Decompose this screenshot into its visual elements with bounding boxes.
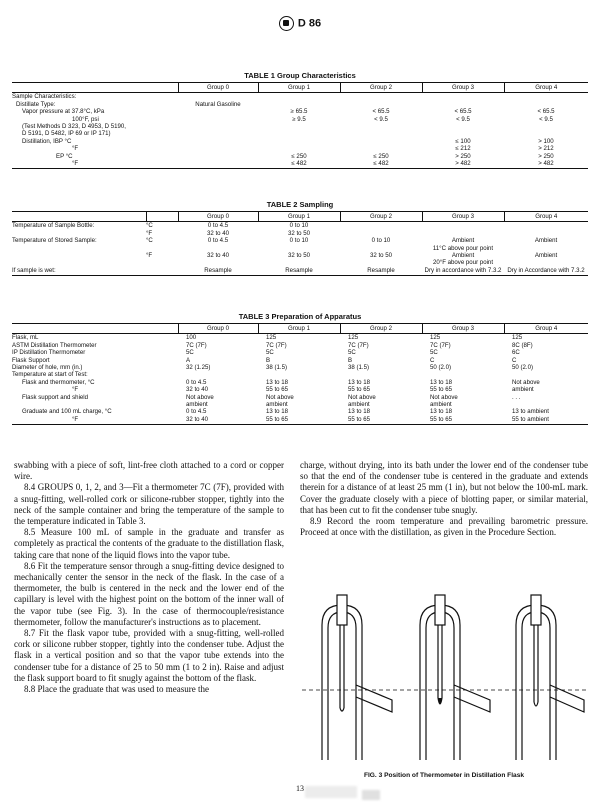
table-row <box>12 160 588 169</box>
table-cell: 55 to 65 <box>258 416 340 425</box>
table-cell: 125 <box>348 334 359 342</box>
table-cell: 11°C above pour point <box>432 244 494 252</box>
table3-title: TABLE 3 Preparation of Apparatus <box>238 312 362 321</box>
row-label: D 5191, D 5482, IP 69 or IP 171) <box>22 130 111 138</box>
table-cell: 5C <box>186 349 194 357</box>
table-cell: 125 <box>512 334 523 342</box>
table-cell: > 212 <box>538 145 554 153</box>
table-cell <box>178 371 258 378</box>
paragraph-8-5: 8.5 Measure 100 mL of sample in the graduate and transfer as completely as practical the contents of the graduate to the distillation flask, taking care that none of the liquid flows into the vapor tube. <box>14 527 284 560</box>
column-header <box>12 212 146 222</box>
table-cell: Not above <box>512 378 540 386</box>
column-header: Group 0 <box>178 324 258 334</box>
column-header: Group 4 <box>504 324 588 334</box>
table-cell: 100 <box>186 334 197 342</box>
astm-logo-icon <box>279 16 294 31</box>
row-label: (Test Methods D 323, D 4953, D 5190, <box>22 123 126 131</box>
table-row <box>12 416 588 425</box>
row-label <box>146 259 178 266</box>
table-cell: > 482 <box>504 160 588 169</box>
table-cell: ≥ 65.5 <box>290 108 308 116</box>
table-cell <box>178 123 258 130</box>
row-label: °C <box>146 222 153 230</box>
table-cell <box>422 123 504 130</box>
table-cell: 50 (2.0) <box>512 364 534 372</box>
table-cell: 13 to 18 <box>430 408 453 416</box>
table-cell <box>178 160 258 169</box>
table-cell: Resample <box>178 267 258 276</box>
row-label: Flask and thermometer, °C <box>22 378 95 386</box>
table-cell <box>340 259 422 266</box>
table-cell: 55 to 65 <box>422 416 504 425</box>
table-row <box>12 145 588 152</box>
table-cell: < 65.5 <box>537 108 555 116</box>
table-cell <box>422 130 504 137</box>
table1-title: TABLE 1 Group Characteristics <box>244 71 356 80</box>
table-cell: 125 <box>266 334 277 342</box>
table-row <box>12 116 588 123</box>
table-cell: > 100 <box>538 137 554 145</box>
table-cell: 125 <box>430 334 441 342</box>
column-header: Group 1 <box>258 212 340 222</box>
table-cell: . . . <box>512 393 521 401</box>
row-label: °C <box>146 237 153 245</box>
column-header <box>12 324 178 334</box>
paragraph-8-9: 8.9 Record the room temperature and prevailing barometric pressure. Proceed at once with the distillation, as given in the Procedure Section. <box>300 516 588 538</box>
paragraph: charge, without drying, into its bath under the lower end of the condenser tube so that the end of the condenser tube is centered in the graduate and extends therein for a distance of at least 25 mm (1 in), but not below the 100-mL mark. Cover the graduate closely with a piece of blotting paper, or similar material, that has been cut to fit the condenser tube snugly. <box>300 460 588 515</box>
table-cell <box>504 101 588 108</box>
table-row <box>12 130 588 137</box>
row-label <box>146 267 178 276</box>
table-cell: 32 to 40 <box>186 386 209 394</box>
row-label: Graduate and 100 mL charge, °C <box>22 408 112 416</box>
paragraph: swabbing with a piece of soft, lint-free cloth attached to a cord or copper wire. <box>14 460 284 482</box>
table-cell: 0 to 4.5 <box>186 408 207 416</box>
page-number: 13 <box>296 784 304 793</box>
table-cell: C <box>430 356 435 364</box>
table-row <box>12 379 588 386</box>
table-cell: 13 to 18 <box>266 408 289 416</box>
column-header: Group 4 <box>504 83 588 93</box>
scan-smudge <box>362 790 380 800</box>
row-label: °F <box>146 229 153 237</box>
table-cell <box>422 230 504 237</box>
figure-thermometer-position <box>302 590 586 770</box>
table-cell <box>504 259 588 266</box>
table-cell: ≤ 212 <box>455 145 471 153</box>
table-cell: < 65.5 <box>372 108 390 116</box>
designation: D 86 <box>297 17 322 30</box>
table-cell <box>178 138 258 145</box>
table-row <box>12 357 588 364</box>
row-label <box>146 245 178 252</box>
table-row <box>12 259 588 266</box>
row-label: Diameter of hole, mm (in.) <box>12 364 83 372</box>
table-cell: 8C (8F) <box>512 341 533 349</box>
table-cell: Not above <box>430 393 458 401</box>
table-cell: 0 to 4.5 <box>186 378 207 386</box>
paragraph-8-7: 8.7 Fit the flask vapor tube, provided with a snug-fitting, well-rolled cork or silicone rubber stopper, tightly into the condenser tube. Adjust the flask in a vertical position and so that the vapor tube extends into the condenser tube for a distance of 25 to 50 mm (1 to 2 in). Raise and adjust the flask support board to fit snugly against the bottom of the flask. <box>14 628 284 683</box>
table-cell: 5C <box>348 349 356 357</box>
row-label: °F <box>72 386 79 394</box>
table-row <box>12 349 588 356</box>
table-cell: > 250 <box>455 152 471 160</box>
table-preparation-of-apparatus <box>12 323 588 425</box>
table-row <box>12 222 588 230</box>
table-row <box>12 153 588 160</box>
table-cell: Natural Gasoline <box>195 100 241 108</box>
table-cell <box>504 230 588 237</box>
table-cell: Ambient <box>534 252 558 260</box>
table-cell <box>340 371 422 378</box>
table-cell: 13 to ambient <box>512 408 549 416</box>
table-cell: A <box>186 356 191 364</box>
table-cell <box>258 371 340 378</box>
table-cell <box>340 101 422 108</box>
table-row <box>12 138 588 145</box>
table-cell: ≥ 9.5 <box>292 115 306 123</box>
table-row <box>12 408 588 415</box>
table-row <box>12 108 588 115</box>
table-cell: 55 to 65 <box>430 386 453 394</box>
table-cell: ambient <box>512 386 534 394</box>
table-cell: 13 to 18 <box>266 378 289 386</box>
table-cell <box>258 93 340 101</box>
table-cell: B <box>266 356 271 364</box>
table-cell <box>178 245 258 252</box>
table-cell: Resample <box>340 267 422 276</box>
table-cell <box>340 130 422 137</box>
table-row <box>12 364 588 371</box>
table-cell: 32 to 40 <box>206 252 230 260</box>
table-cell: 32 (1.25) <box>186 364 211 372</box>
table-cell: 50 (2.0) <box>430 364 452 372</box>
table-cell: Ambient <box>451 237 475 245</box>
table-cell: 32 to 50 <box>287 252 311 260</box>
row-label: Flask, mL <box>12 334 39 342</box>
column-header: Group 3 <box>422 212 504 222</box>
row-label: EP °C <box>56 152 73 160</box>
table-cell <box>422 101 504 108</box>
row-label: Temperature of Stored Sample: <box>12 237 97 245</box>
table-cell: ≤ 250 <box>291 152 307 160</box>
table-cell <box>422 222 504 230</box>
table-cell <box>258 123 340 130</box>
figure-caption: FIG. 3 Position of Thermometer in Distillation Flask <box>363 772 525 779</box>
table-cell: 7C (7F) <box>186 341 207 349</box>
table-cell: 38 (1.5) <box>348 364 370 372</box>
table-cell: < 9.5 <box>374 115 388 123</box>
table-cell: Dry in Accordance with 7.3.2 <box>504 267 588 276</box>
table-cell <box>340 138 422 145</box>
table-row <box>12 386 588 393</box>
table-cell <box>178 153 258 160</box>
table-row <box>12 237 588 244</box>
column-header: Group 2 <box>340 212 422 222</box>
table-cell <box>340 93 422 101</box>
table-cell: < 9.5 <box>539 115 553 123</box>
left-column <box>14 460 284 695</box>
table-cell: ambient <box>348 401 370 409</box>
table-cell: 55 to 65 <box>348 386 371 394</box>
row-label: 100°F, psi <box>72 115 99 123</box>
table-cell <box>504 222 588 230</box>
table-cell <box>340 145 422 152</box>
table-cell <box>258 130 340 137</box>
table-cell: 0 to 4.5 <box>207 222 229 230</box>
table-cell <box>258 245 340 252</box>
column-header: Group 1 <box>258 324 340 334</box>
row-label: °F <box>12 160 178 169</box>
row-label: Flask support and shield <box>22 393 89 401</box>
right-column <box>300 460 588 538</box>
paragraph-8-4: 8.4 GROUPS 0, 1, 2, and 3—Fit a thermometer 7C (7F), provided with a snug-fitting, well-rolled cork or silicone-rubber stopper, tightly into the neck of the sample container and bring the temperature of the sample to the temperature indicated in Table 3. <box>14 482 284 527</box>
table-cell <box>178 93 258 101</box>
table-cell <box>178 145 258 152</box>
table-cell <box>258 101 340 108</box>
row-label: Temperature of Sample Bottle: <box>12 222 95 230</box>
table-cell: < 65.5 <box>454 108 472 116</box>
table-cell <box>178 259 258 266</box>
table-cell: 6C <box>512 349 520 357</box>
table-cell <box>504 93 588 101</box>
row-label: °F <box>146 252 153 260</box>
table-cell: Ambient <box>534 237 558 245</box>
row-label: IP Distillation Thermometer <box>12 349 86 357</box>
table-row <box>12 252 588 259</box>
column-header: Group 0 <box>178 83 258 93</box>
table-row <box>12 342 588 349</box>
table-row <box>12 245 588 252</box>
column-header <box>12 83 178 93</box>
table-cell: Ambient <box>451 252 475 260</box>
table-cell: 20°F above pour point <box>432 259 494 267</box>
table-row <box>12 371 588 378</box>
table-cell <box>340 230 422 237</box>
row-label: °F <box>12 416 178 425</box>
row-label: °F <box>72 145 79 153</box>
table-cell: > 482 <box>422 160 504 169</box>
table-cell: ≤ 250 <box>373 152 389 160</box>
table-cell: > 250 <box>538 152 554 160</box>
document-header <box>0 16 600 31</box>
table-cell: 5C <box>266 349 274 357</box>
table-cell: Dry in accordance with 7.3.2 <box>422 267 504 276</box>
table-cell: 55 to 65 <box>340 416 422 425</box>
table-row <box>12 93 588 101</box>
table-cell: ambient <box>186 401 208 409</box>
table-row <box>12 394 588 401</box>
row-label: Distillation, IBP °C <box>22 137 72 145</box>
column-header: Group 2 <box>340 83 422 93</box>
row-label <box>12 252 146 259</box>
table-row <box>12 401 588 408</box>
column-header: Group 4 <box>504 212 588 222</box>
table-cell: 0 to 10 <box>289 237 309 245</box>
row-label: Temperature at start of Test: <box>12 371 88 379</box>
table-cell <box>504 130 588 137</box>
table-cell <box>422 93 504 101</box>
row-label: Vapor pressure at 37.8°C, kPa <box>22 108 105 116</box>
table-cell <box>340 123 422 130</box>
table-cell: 0 to 4.5 <box>207 237 229 245</box>
column-header: Group 1 <box>258 83 340 93</box>
table-cell: 0 to 10 <box>289 222 309 230</box>
table-cell: ambient <box>430 401 452 409</box>
table-cell <box>504 401 588 408</box>
table-cell: 55 to 65 <box>266 386 289 394</box>
table-cell: ≤ 100 <box>455 137 471 145</box>
table-cell: 32 to 40 <box>178 416 258 425</box>
row-label: ASTM Distillation Thermometer <box>12 341 97 349</box>
table-cell: 32 to 50 <box>369 252 393 260</box>
row-label: If sample is wet: <box>12 267 146 276</box>
table-cell <box>178 116 258 123</box>
column-header: Group 2 <box>340 324 422 334</box>
row-label: Sample Characteristics: <box>12 93 77 101</box>
paragraph-8-6: 8.6 Fit the temperature sensor through a snug-fitting device designed to mechanically center the sensor in the neck of the flask. In the case of a thermometer, the bulb is centered in the neck and the lower end of the capillary is level with the highest point on the bottom of the inner wall of the vapor tube (see Fig. 3). In the case of thermocouple/resistance thermometer, follow the manufacturer's instructions as to placement. <box>14 560 284 627</box>
table-cell <box>504 245 588 252</box>
table-cell: Not above <box>266 393 294 401</box>
row-label: Distillate Type: <box>16 100 56 108</box>
table-cell <box>504 371 588 378</box>
table-row <box>12 334 588 342</box>
table-cell <box>258 259 340 266</box>
table-row <box>12 123 588 130</box>
table-cell <box>340 245 422 252</box>
table-cell: 55 to ambient <box>504 416 588 425</box>
row-label <box>12 259 146 266</box>
table-row <box>12 267 588 276</box>
column-header: Group 3 <box>422 324 504 334</box>
table-cell: 5C <box>430 349 438 357</box>
table-cell <box>178 130 258 137</box>
column-header <box>146 212 178 222</box>
row-label <box>12 401 178 408</box>
table-cell: < 9.5 <box>456 115 470 123</box>
table-cell: 32 to 40 <box>206 229 230 237</box>
row-label <box>12 230 146 237</box>
table-cell: 7C (7F) <box>266 341 287 349</box>
table-cell: B <box>348 356 353 364</box>
table-row <box>12 230 588 237</box>
table-cell <box>178 108 258 115</box>
table-cell: 32 to 50 <box>287 229 311 237</box>
column-header: Group 0 <box>178 212 258 222</box>
table-cell: 38 (1.5) <box>266 364 288 372</box>
table-cell: C <box>512 356 517 364</box>
table-group-characteristics <box>12 82 588 169</box>
table-cell <box>258 138 340 145</box>
table-cell: ambient <box>266 401 288 409</box>
row-label: Flask Support <box>12 356 50 364</box>
table-cell: Resample <box>258 267 340 276</box>
table-row <box>12 101 588 108</box>
column-header: Group 3 <box>422 83 504 93</box>
row-label <box>12 245 146 252</box>
table-cell <box>340 222 422 230</box>
table-cell <box>504 123 588 130</box>
table-cell: ≤ 482 <box>258 160 340 169</box>
table-cell: 13 to 18 <box>348 408 371 416</box>
table-cell: 0 to 10 <box>371 237 391 245</box>
table-cell <box>258 145 340 152</box>
table-cell: Not above <box>348 393 376 401</box>
scan-smudge <box>305 786 357 798</box>
table-cell: Not above <box>186 393 214 401</box>
table-cell: 7C (7F) <box>348 341 369 349</box>
paragraph-8-8: 8.8 Place the graduate that was used to measure the <box>24 684 209 695</box>
table-cell: ≤ 482 <box>340 160 422 169</box>
table-cell: 7C (7F) <box>430 341 451 349</box>
table-sampling <box>12 211 588 276</box>
table-cell: 13 to 18 <box>348 378 371 386</box>
table-cell: 13 to 18 <box>430 378 453 386</box>
table2-title: TABLE 2 Sampling <box>266 200 334 209</box>
table-cell <box>422 371 504 378</box>
